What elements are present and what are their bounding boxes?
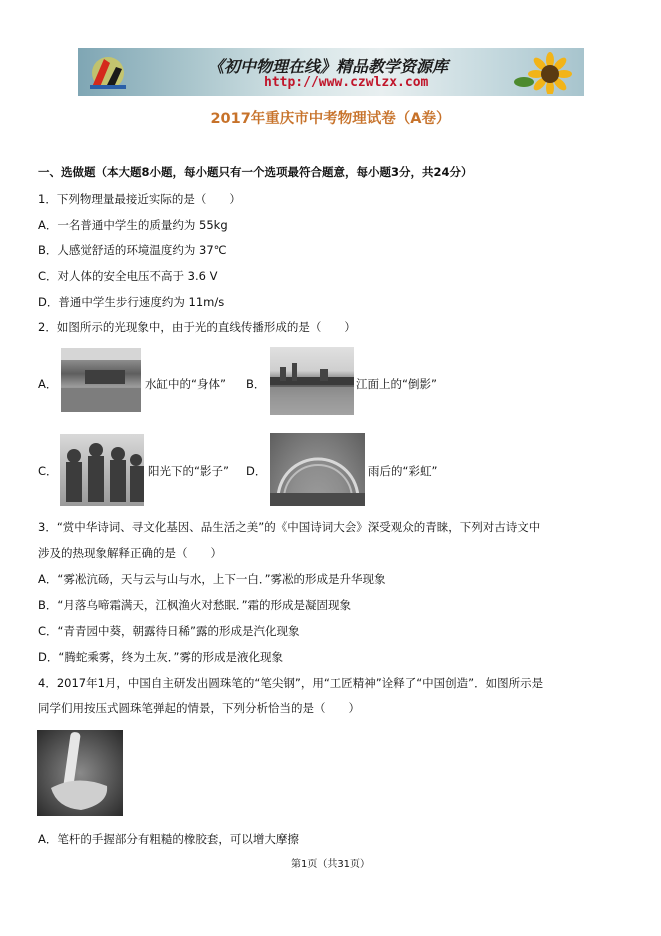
question-1-option-c: C．对人体的安全电压不高于 3.6 V	[38, 269, 218, 283]
photo-river-reflection	[270, 347, 354, 415]
photo-shadows-image	[60, 434, 144, 506]
question-4-stem-line-2: 同学们用按压式圆珠笔弹起的情景，下列分析恰当的是（ ）	[38, 701, 360, 715]
question-1-option-a: A．一名普通中学生的质量约为 55kg	[38, 218, 228, 232]
question-1-stem: 1．下列物理量最接近实际的是（ ）	[38, 192, 241, 206]
page-footer: 第1页（共31页）	[290, 859, 371, 870]
question-2-option-c-letter: C．	[38, 464, 58, 478]
banner-url: http://www.czwlzx.com	[264, 75, 429, 90]
document-title: 2017年重庆市中考物理试卷（A卷）	[210, 111, 451, 127]
question-2-option-d-caption: 雨后的“彩虹”	[368, 464, 438, 478]
question-2-option-b-letter: B．	[246, 377, 266, 391]
question-3-option-a: A．“雾凇沆砀，天与云与山与水，上下一白．”雾凇的形成是升华现象	[38, 572, 386, 586]
question-2-option-d-letter: D．	[246, 464, 267, 478]
question-2-option-c-caption: 阳光下的“影子”	[148, 464, 229, 478]
question-3-option-c: C．“青青园中葵，朝露待日稀”露的形成是汽化现象	[38, 624, 300, 638]
question-2-stem: 2．如图所示的光现象中，由于光的直线传播形成的是（ ）	[38, 320, 356, 334]
banner-title: 《初中物理在线》精品教学资源库	[208, 57, 449, 76]
question-2-option-a-letter: A．	[38, 377, 58, 391]
logo-icon	[86, 53, 130, 91]
section-heading: 一、选做题（本大题8小题，每小题只有一个选项最符合题意，每小题3分，共24分）	[38, 165, 473, 179]
photo-shadows	[60, 434, 144, 506]
photo-water-tank-image	[61, 348, 141, 412]
question-3-option-d: D．“腾蛇乘雾，终为土灰．”雾的形成是液化现象	[38, 650, 284, 664]
question-2-option-a-caption: 水缸中的“身体”	[145, 377, 226, 391]
question-1-option-b: B．人感觉舒适的环境温度约为 37℃	[38, 243, 227, 257]
question-3-stem-line-2: 涉及的热现象解释正确的是（ ）	[38, 546, 222, 560]
question-2-option-b-caption: 江面上的“倒影”	[356, 377, 437, 391]
photo-ballpoint-pen-image	[37, 730, 123, 816]
question-1-option-d: D．普通中学生步行速度约为 11m/s	[38, 295, 225, 309]
photo-water-tank	[61, 348, 141, 412]
question-4-stem-line-1: 4．2017年1月，中国自主研发出圆珠笔的“笔尖钢”，用“工匠精神”诠释了“中国创造”．如图所示是	[38, 676, 544, 690]
question-3-option-b: B．“月落乌啼霜满天，江枫渔火对愁眠．”霜的形成是凝固现象	[38, 598, 352, 612]
photo-river-reflection-image	[270, 347, 354, 415]
photo-ballpoint-pen	[37, 730, 123, 816]
photo-rainbow-image	[270, 433, 365, 506]
question-4-option-a: A．笔杆的手握部分有粗糙的橡胶套，可以增大摩擦	[38, 832, 299, 846]
header-banner	[78, 48, 584, 96]
sunflower-icon	[514, 52, 580, 94]
question-3-stem-line-1: 3．“赏中华诗词、寻文化基因、品生活之美”的《中国诗词大会》深受观众的青睐，下列对古诗文中	[38, 520, 541, 534]
photo-rainbow	[270, 433, 365, 506]
